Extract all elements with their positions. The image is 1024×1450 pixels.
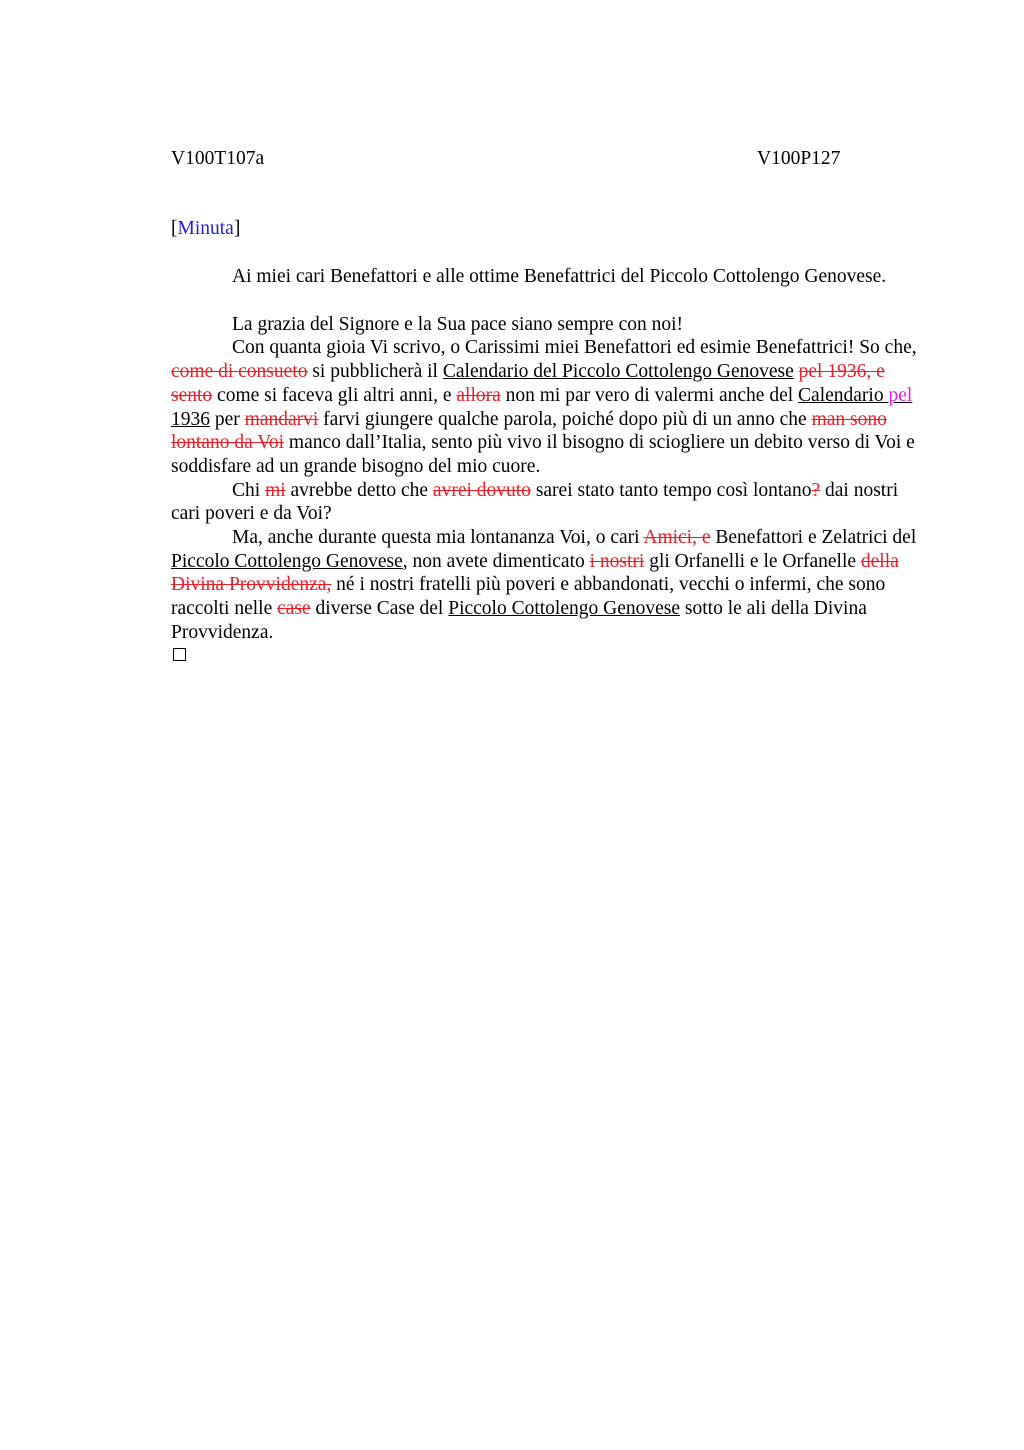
deleted-text: pel 1936, e sento	[171, 361, 885, 406]
deleted-text: mandarvi	[244, 408, 319, 430]
document-code-left: V100T107a	[171, 148, 265, 169]
deleted-text: Amici, e	[643, 527, 711, 549]
deleted-text: allora	[456, 384, 501, 406]
text-run: sarei stato tanto tempo così lontano	[530, 479, 812, 501]
underlined-title-part: 1936	[171, 408, 210, 430]
text-run: dai nostri cari poveri e da Voi?	[171, 479, 899, 525]
document-code-right: V100P127	[757, 148, 841, 169]
greeting-paragraph: La grazia del Signore e la Sua pace siano sempre con noi!	[232, 313, 684, 335]
text-run: , non avete dimenticato	[402, 550, 590, 572]
deleted-text: della Divina Provvidenza,	[171, 550, 899, 596]
bracket-open: [	[171, 218, 178, 239]
empty-square-icon	[173, 648, 186, 661]
text-run: si pubblicherà il	[307, 361, 443, 383]
inserted-text: pel	[888, 384, 913, 406]
text-run: per	[210, 408, 245, 430]
deleted-text: ?	[811, 479, 821, 501]
deleted-text: avrei dovuto	[432, 479, 531, 501]
deleted-text: case	[277, 598, 311, 620]
text-run: diverse Case del	[310, 598, 449, 620]
minuta-label: Minuta	[177, 218, 234, 239]
calendar-paragraph	[171, 336, 928, 478]
text-run: non mi par vero di valermi anche del	[500, 384, 799, 406]
underlined-title: Calendario del Piccolo Cottolengo Genovese	[442, 361, 794, 383]
salutation-paragraph: Ai miei cari Benefattori e alle ottime Benefattrici del Piccolo Cottolengo Genovese.	[232, 266, 887, 287]
text-run: Con quanta gioia Vi scrivo, o Carissimi miei Benefattori ed esimie Benefattrici! So che,	[232, 337, 917, 359]
deleted-text: i nostri	[589, 550, 645, 572]
letter-body	[171, 265, 928, 645]
text-run: né i nostri fratelli più poveri e abbandonati, vecchi o infermi, che sono raccolti nelle	[171, 574, 886, 620]
minuta-note	[171, 218, 240, 240]
text-run: manco dall’Italia, sento più vivo il bisogno di sciogliere un debito verso di Voi e soddisfare ad un grande bisogno del mio cuore.	[171, 432, 915, 477]
benefactors-paragraph	[171, 526, 928, 645]
deleted-text: mi	[265, 479, 286, 501]
distance-paragraph	[171, 479, 928, 526]
deleted-text: man sono lontano da Voi	[171, 408, 887, 454]
deleted-text: come di consueto	[171, 361, 308, 383]
underlined-title-part: Calendario	[798, 384, 889, 406]
text-run: come si faceva gli altri anni, e	[212, 384, 457, 406]
text-run: farvi giungere qualche parola, poiché dopo più di un anno che	[318, 408, 812, 430]
text-run: Ma, anche durante questa mia lontananza Voi, o cari	[232, 527, 644, 549]
underlined-title: Piccolo Cottolengo Genovese	[171, 550, 403, 572]
text-run: Benefattori e Zelatrici del	[710, 527, 917, 549]
text-run: avrebbe detto che	[285, 479, 433, 501]
bracket-close: ]	[233, 218, 241, 239]
text-run: gli Orfanelli e le Orfanelle	[644, 550, 861, 572]
text-run: Chi	[232, 479, 266, 501]
text-run: sotto le ali della Divina Provvidenza.	[171, 598, 867, 643]
underlined-title: Piccolo Cottolengo Genovese	[448, 598, 681, 620]
